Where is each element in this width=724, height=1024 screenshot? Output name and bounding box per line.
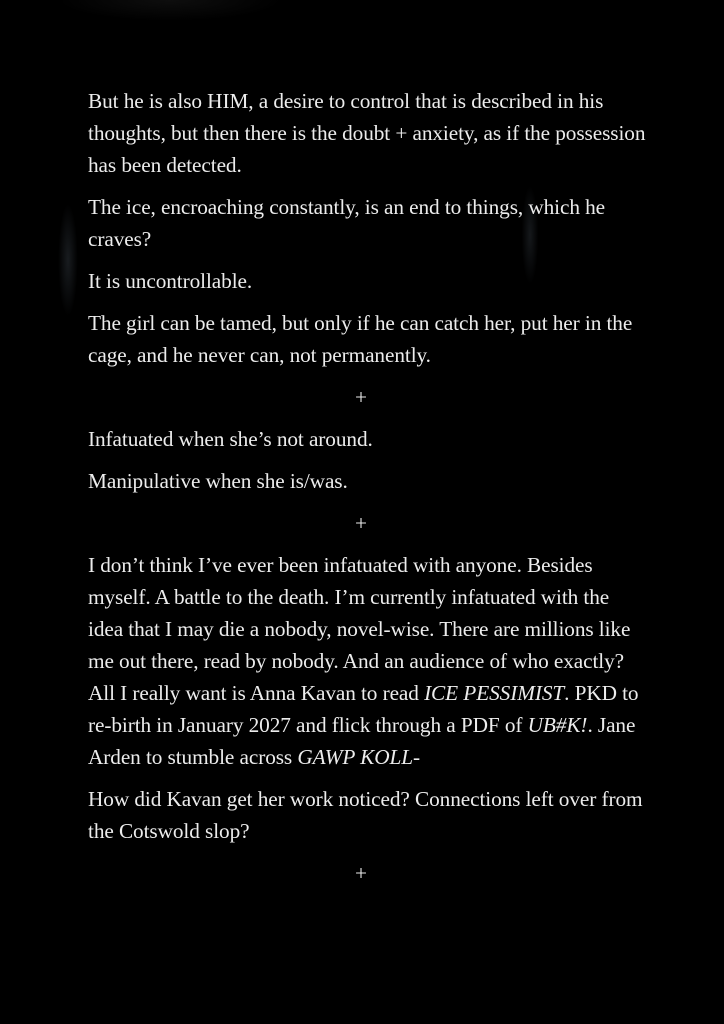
paragraph-text: . PKD to re-birth in January 2027 and flick through a PDF of xyxy=(88,681,639,737)
paragraph: The ice, encroaching constantly, is an end to things, which he craves? xyxy=(88,195,605,251)
paragraph: But he is also HIM, a desire to control that is described in his thoughts, but then there is the doubt + anxiety, as if the possession has been detected. xyxy=(88,89,646,177)
paragraph: It is uncontrollable. xyxy=(88,269,253,293)
paragraph-text: . Jane Arden to stumble across xyxy=(88,713,636,769)
paragraph: How did Kavan get her work noticed? Connections left over from the Cotswold slop? xyxy=(88,787,643,843)
section-separator: + xyxy=(355,861,367,885)
paragraph xyxy=(88,549,648,773)
paragraph: The girl can be tamed, but only if he can catch her, put her in the cage, and he never can, not permanently. xyxy=(88,311,633,367)
book-title: GAWP KOLL- xyxy=(297,745,420,769)
paragraph-text: I don’t think I’ve ever been infatuated with anyone. Besides myself. A battle to the death. I’m currently infatuated with the idea that I may die a nobody, novel-wise. There are millions like me out there, read by nobody. And an audience of who exactly? All I really want is Anna Kavan to read xyxy=(88,553,631,705)
document-page xyxy=(88,85,648,899)
paragraph: Manipulative when she is/was. xyxy=(88,469,348,493)
book-title: UB#K! xyxy=(527,713,588,737)
section-separator: + xyxy=(355,385,367,409)
section-separator: + xyxy=(355,511,367,535)
book-title: ICE PESSIMIST xyxy=(424,681,565,705)
paragraph: Infatuated when she’s not around. xyxy=(88,427,373,451)
